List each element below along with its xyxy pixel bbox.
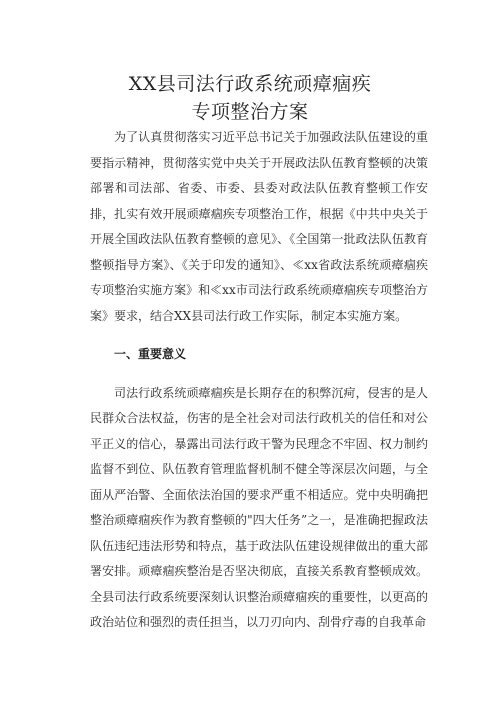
section-1-paragraph: 司法行政系统顽瘴痼疾是长期存在的积弊沉疴，侵害的是人民群众合法权益，伤害的是全社会对司法行政机关的信任和对公平正义的信心，暴露出司法行政干警为民理念不牢固、权力制约监督不到位、队伍教育管理监督机制不健全等深层次问题，与全面从严治警、全面依法治国的要求严重不相适应。党中央明确把整治顽瘴痼疾作为教育整顿的"四大任务”之一，是准确把握政法队伍违纪违法形势和特点，基于政法队伍建设规律做出的重大部署安排。顽瘴痼疾整治是否坚决彻底，直接关系教育整顿成效。全县司法行政系统要深刻认识整治顽瘴痼疾的重要性，以更高的政治站位和强烈的责任担当，以刀刃向内、刮骨疗毒的自我革命 [90, 385, 428, 629]
title-line-1: XX县司法行政系统顽瘴痼疾 [128, 73, 372, 95]
document-title [0, 70, 500, 126]
title-line-2: 专项整治方案 [191, 101, 309, 123]
section-heading-1: 一、重要意义 [114, 347, 187, 361]
document-body [90, 125, 428, 636]
intro-paragraph: 为了认真贯彻落实习近平总书记关于加强政法队伍建设的重要指示精神，贯彻落实党中央关于开展政法队伍教育整顿的决策部署和司法部、省委、市委、县委对政法队伍教育整顿工作安排，扎实有效开展顽瘴痼疾专项整治工作，根据《中共中央关于开展全国政法队伍教育整顿的意见》、《全国第一批政法队伍教育整顿指导方案》、《关于印发的通知》、≪xx省政法系统顽瘴痼疾专项整治实施方案》和≪xx市司法行政系统顽瘴痼疾专项整治方案》要求，结合XX县司法行政工作实际，制定本实施方案。 [90, 130, 428, 323]
